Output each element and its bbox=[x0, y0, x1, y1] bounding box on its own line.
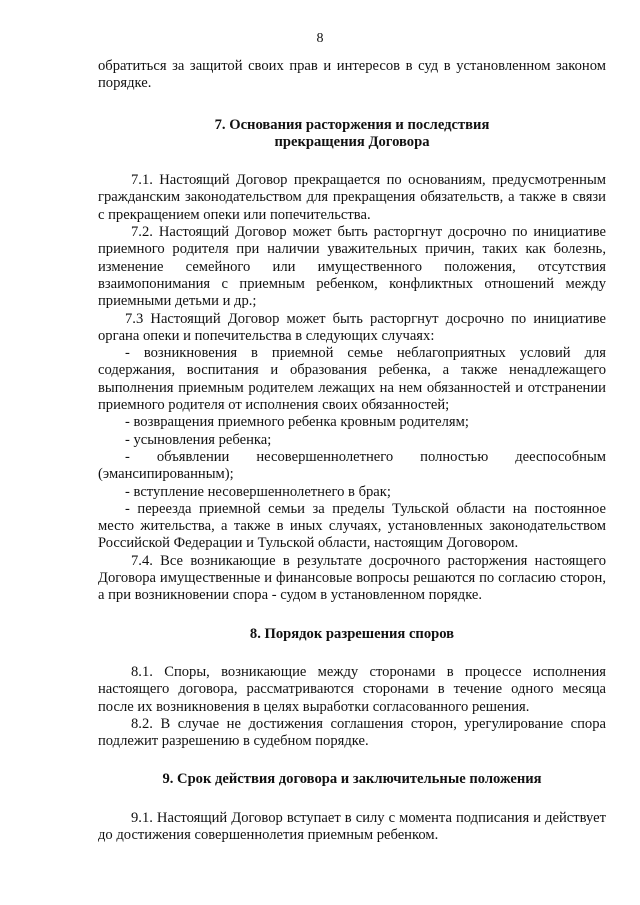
paragraph-8-1: 8.1. Споры, возникающие между сторонами в процессе исполнения настоящего договора, рассматриваются сторонами в течение одного месяца после их возникновения в целях выработки согласованного решения. bbox=[98, 663, 606, 715]
section-8-heading: 8. Порядок разрешения споров bbox=[249, 625, 455, 642]
paragraph-7-1: 7.1. Настоящий Договор прекращается по основаниям, предусмотренным гражданским законодательством для прекращения обязательств, а также в связи с прекращением опеки или попечительства. bbox=[98, 172, 606, 223]
paragraph-7-4: 7.4. Все возникающие в результате досрочного расторжения настоящего Договора имущественные и финансовые вопросы решаются по согласию сторон, а при возникновении спора - судом в установленном порядке. bbox=[98, 552, 606, 604]
paragraph-9-1: 9.1. Настоящий Договор вступает в силу с момента подписания и действует до достижения совершеннолетия приемным ребенком. bbox=[98, 809, 606, 843]
list-item-7-3-6: - переезда приемной семьи за пределы Тульской области на постоянное место жительства, а также в иных случаях, установленных законодательством Российской Федерации и Тульской области, настоящим Договором. bbox=[98, 500, 606, 552]
page-content bbox=[98, 58, 606, 844]
page-number: 8 bbox=[316, 31, 324, 46]
section-9-heading: 9. Срок действия договора и заключительные положения bbox=[162, 771, 542, 788]
list-item-7-3-2: - возвращения приемного ребенка кровным родителям; bbox=[125, 414, 469, 431]
list-item-7-3-5: - вступление несовершеннолетнего в брак; bbox=[125, 483, 391, 500]
paragraph-7-2: 7.2. Настоящий Договор может быть расторгнут досрочно по инициативе приемного родителя при наличии уважительных причин, таких как болезнь, изменение семейного или имущественного положения, отсутствия взаимопонимания с приемным ребенком, конфликтных отношений между приемными детьми и др.; bbox=[98, 224, 606, 310]
section-7-heading bbox=[98, 117, 606, 152]
section-7-title-line-2: прекращения Договора bbox=[274, 133, 430, 150]
list-item-7-3-1: - возникновения в приемной семье неблагоприятных условий для содержания, воспитания и образования ребенка, а также ненадлежащего выполнения приемным родителем лежащих на нем обязанностей и отстранении приемного родителя от исполнения своих обязанностей; bbox=[98, 345, 606, 414]
list-item-7-3-3: - усыновления ребенка; bbox=[125, 431, 272, 448]
list-item-7-3-4: - объявлении несовершеннолетнего полностью дееспособным (эмансипированным); bbox=[98, 448, 606, 483]
intro-paragraph: обратиться за защитой своих прав и интересов в суд в установленном законом порядке. bbox=[98, 58, 606, 92]
paragraph-8-2: 8.2. В случае не достижения соглашения сторон, урегулирование спора подлежит разрешению в судебном порядке. bbox=[98, 715, 606, 750]
section-7-title-line-1: 7. Основания расторжения и последствия bbox=[214, 116, 490, 133]
paragraph-7-3: 7.3 Настоящий Договор может быть расторгнут досрочно по инициативе органа опеки и попечительства в следующих случаях: bbox=[98, 310, 606, 344]
